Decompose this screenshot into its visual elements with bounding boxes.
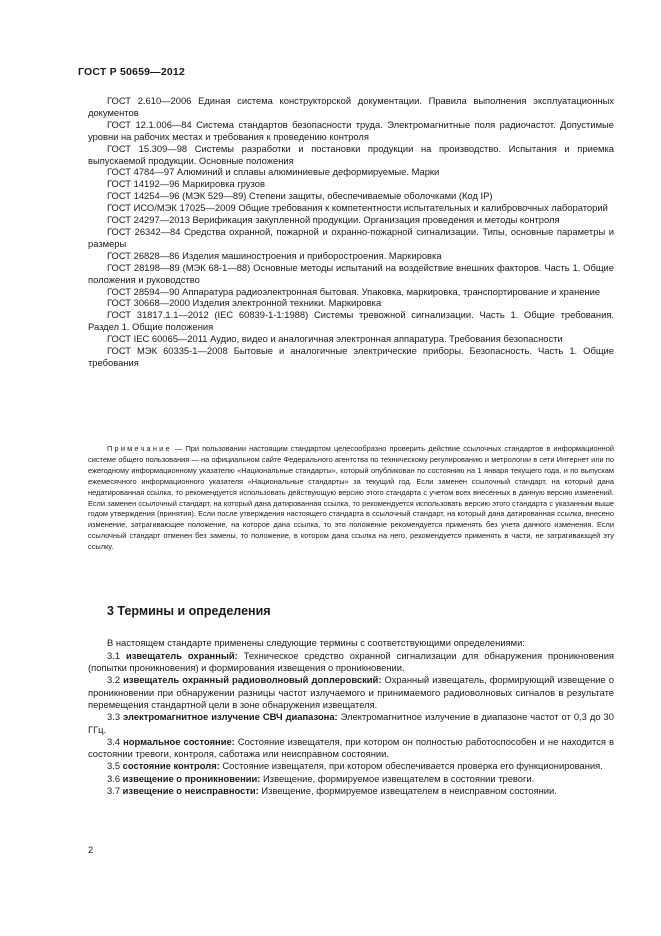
terms-list bbox=[88, 637, 614, 797]
term-number: 3.5 bbox=[107, 760, 121, 772]
term-name: нормальное состояние: bbox=[123, 735, 235, 747]
note-paragraph bbox=[88, 444, 614, 553]
term-name: извещатель охранный радиоволновый доплеровский: bbox=[123, 674, 382, 686]
term-definition: Охранный извещатель, формирующий извещение о проникновении при обнаружении разницы частот излучаемого и принимаемого радиоволновых сигналов в результате перемещения стандартной цели в зоне обнаружения извещателя. bbox=[88, 674, 614, 710]
reference-item: ГОСТ 24297—2013 Верификация закупленной продукции. Организация проведения и методы контроля bbox=[107, 214, 560, 226]
reference-item: ГОСТ 14192—96 Маркировка грузов bbox=[107, 178, 265, 190]
reference-item: ГОСТ IEC 60065—2011 Аудио, видео и аналогичная электронная аппаратура. Требования безопасности bbox=[107, 333, 563, 345]
reference-item: ГОСТ 12.1.006—84 Система стандартов безопасности труда. Электромагнитные поля радиочастот. Допустимые уровни на рабочих местах и требования к проведению контроля bbox=[88, 118, 614, 142]
normative-references-list bbox=[88, 95, 614, 369]
term-name: состояние контроля: bbox=[122, 760, 220, 772]
reference-item: ГОСТ 2.610—2006 Единая система конструкторской документации. Правила выполнения эксплуатационных документов bbox=[88, 95, 614, 118]
note-label: Примечание bbox=[107, 444, 172, 453]
reference-item: ГОСТ 28198—89 (МЭК 68-1—88) Основные методы испытаний на воздействие внешних факторов. Часть 1. Общие положения и руководство bbox=[88, 261, 614, 285]
term-name: извещатель охранный: bbox=[125, 649, 238, 661]
term-item bbox=[88, 674, 614, 711]
term-item bbox=[88, 650, 614, 675]
term-item bbox=[88, 773, 614, 785]
term-name: электромагнитное излучение СВЧ диапазона: bbox=[123, 711, 338, 723]
note-text: — При пользовании настоящим стандартом целесообразно проверить действие ссылочных стандартов в информационной системе общего пользования — на официальном сайте Федерального агентства по техническому регулированию и метрологии в сети Интернет или по ежегодному информационному указателю «Национальные стандарты», который опубликован по состоянию на 1 января текущего года, и по выпускам ежемесячного информационного указателя «Национальные стандарты» за текущий год. Если заменен ссылочный стандарт, на который дана недатированная ссылка, то рекомендуется использовать действующую версию этого стандарта с учетом всех внесенных в данную версию изменений. Если заменен ссылочный стандарт, на который дана датированная ссылка, то рекомендуется использовать версию этого стандарта с указанным выше годом утверждения (принятия). Если после утверждения настоящего стандарта в ссылочный стандарт, на который дана датированная ссылка, внесено изменение, затрагивающее положение, на которое дана ссылка, то это положение рекомендуется применять без учета данного изменения. Если ссылочный стандарт отменен без замены, то положение, в котором дана ссылка на него, рекомендуется применять в части, не затрагивающей эту ссылку. bbox=[88, 444, 614, 552]
reference-item: ГОСТ 30668—2000 Изделия электронной техники. Маркировка bbox=[107, 297, 382, 309]
reference-item: ГОСТ МЭК 60335-1—2008 Бытовые и аналогичные электрические приборы. Безопасность. Часть 1. Общие требования bbox=[88, 345, 614, 368]
term-item bbox=[88, 785, 614, 797]
term-number: 3.7 bbox=[107, 785, 121, 797]
reference-item: ГОСТ 26828—86 Изделия машиностроения и приборостроения. Маркировка bbox=[107, 249, 442, 261]
term-item bbox=[88, 711, 614, 736]
reference-item: ГОСТ 4784—97 Алюминий и сплавы алюминиевые деформируемые. Марки bbox=[107, 166, 440, 178]
term-definition: Электромагнитное излучение в диапазоне частот от 0,3 до 30 ГГц. bbox=[88, 711, 614, 735]
reference-item: ГОСТ 14254—96 (МЭК 529—89) Степени защиты, обеспечиваемые оболочками (Код IP) bbox=[107, 190, 493, 202]
term-definition: Состояние извещателя, при котором обеспечивается проверка его функционирования. bbox=[222, 760, 603, 772]
term-definition: Извещение, формируемое извещателем в неисправном состоянии. bbox=[261, 785, 557, 797]
term-number: 3.3 bbox=[107, 711, 121, 723]
term-item bbox=[88, 736, 614, 761]
term-definition: Техническое средство охранной сигнализации для обнаружения проникновения (попытки проникновения) и формирования извещения о проникновении. bbox=[88, 649, 615, 674]
reference-item: ГОСТ 31817.1.1—2012 (IEC 60839-1-1:1988) Системы тревожной сигнализации. Часть 1. Общие требования. Раздел 1. Общие положения bbox=[88, 309, 614, 333]
reference-item: ГОСТ 26342—84 Средства охранной, пожарной и охранно-пожарной сигнализации. Типы, основные параметры и размеры bbox=[88, 225, 614, 249]
terms-intro: В настоящем стандарте применены следующие термины с соответствующими определениями: bbox=[107, 637, 525, 648]
term-name: извещение о неисправности: bbox=[122, 785, 259, 797]
term-number: 3.1 bbox=[107, 649, 121, 661]
page-number: 2 bbox=[88, 844, 94, 855]
document-header: ГОСТ Р 50659—2012 bbox=[78, 66, 186, 78]
term-number: 3.4 bbox=[107, 735, 121, 747]
section-title: 3 Термины и определения bbox=[107, 604, 271, 618]
term-definition: Извещение, формируемое извещателем в состоянии тревоги. bbox=[263, 772, 535, 784]
note-block bbox=[88, 444, 614, 553]
term-number: 3.6 bbox=[107, 772, 121, 784]
reference-item: ГОСТ ИСО/МЭК 17025—2009 Общие требования к компетентности испытательных и калибровочных лабораторий bbox=[107, 202, 608, 214]
reference-item: ГОСТ 15.309—98 Системы разработки и постановки продукции на производство. Испытания и приемка выпускаемой продукции. Основные положения bbox=[88, 142, 614, 166]
reference-item: ГОСТ 28594—90 Аппаратура радиоэлектронная бытовая. Упаковка, маркировка, транспортирование и хранение bbox=[107, 285, 601, 297]
term-definition: Состояние извещателя, при котором он полностью работоспособен и не находится в состоянии тревоги, контроля, саботажа или неисправном состоянии. bbox=[88, 735, 614, 760]
term-item bbox=[88, 760, 614, 772]
term-name: извещение о проникновении: bbox=[122, 772, 261, 784]
term-number: 3.2 bbox=[107, 674, 121, 686]
